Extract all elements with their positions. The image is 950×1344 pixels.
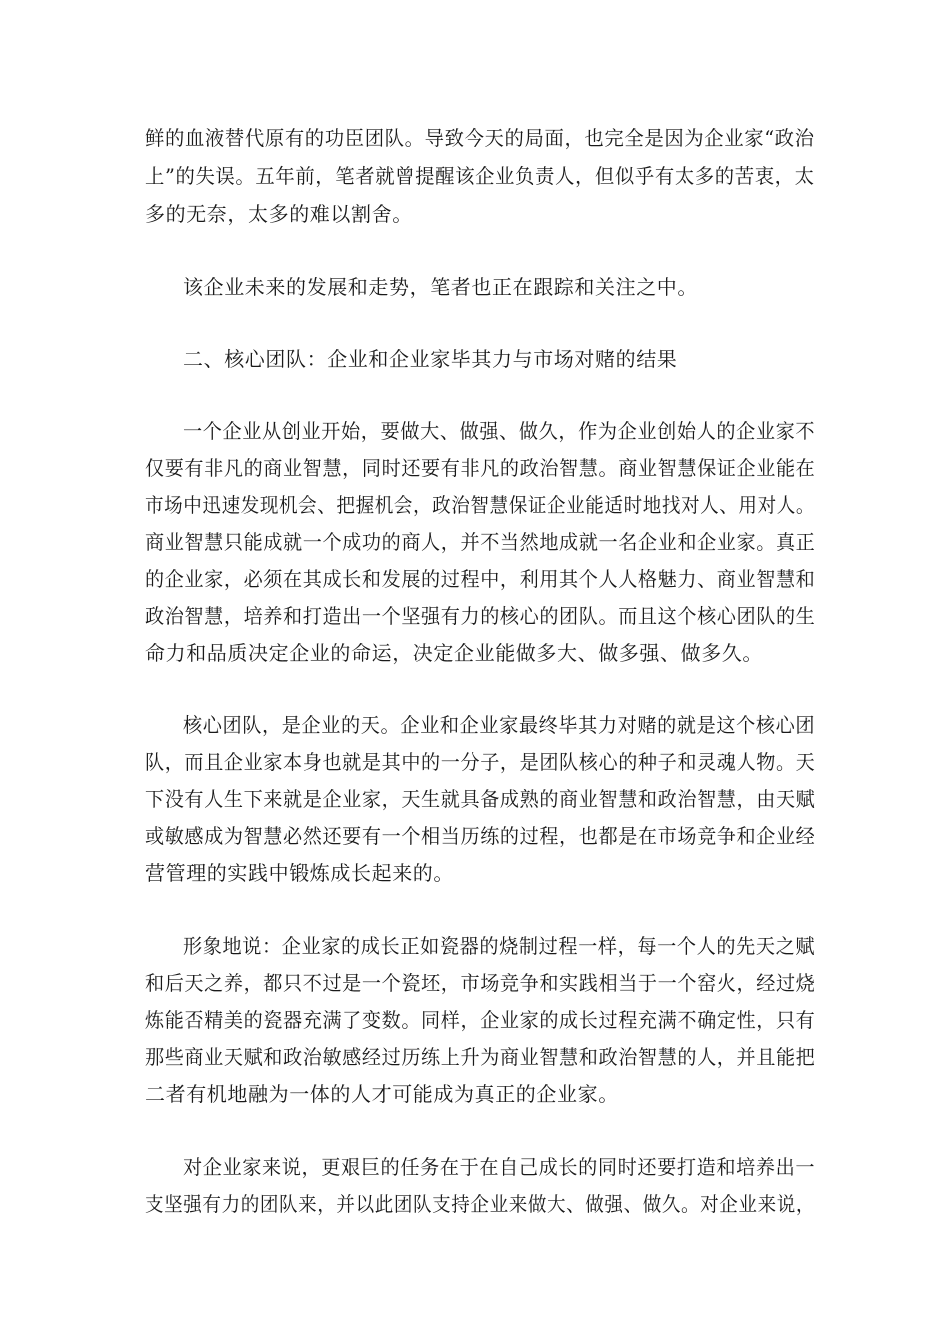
text-line: 上”的失误。五年前，笔者就曾提醒该企业负责人，但似乎有太多的苦衷，太 [145,164,815,188]
text-line: 商业智慧只能成就一个成功的商人，并不当然地成就一名企业和企业家。真正 [145,530,816,554]
text-line: 仅要有非凡的商业智慧，同时还要有非凡的政治智慧。商业智慧保证企业能在 [145,456,816,480]
text-line: 或敏感成为智慧必然还要有一个相当历练的过程，也都是在市场竞争和企业经 [145,824,816,848]
section-heading: 二、核心团队：企业和企业家毕其力与市场对赌的结果 [183,347,678,371]
text-line: 支坚强有力的团队来，并以此团队支持企业来做大、做强、做久。对企业来说， [145,1192,815,1216]
text-line: 一个企业从创业开始，要做大、做强、做久，作为企业创始人的企业家不 [183,419,816,443]
text-line: 该企业未来的发展和走势，笔者也正在跟踪和关注之中。 [183,275,698,299]
text-line: 和后天之养，都只不过是一个瓷坯，市场竞争和实践相当于一个窑火，经过烧 [145,971,816,995]
text-line: 那些商业天赋和政治敏感经过历练上升为商业智慧和政治智慧的人，并且能把 [145,1045,816,1069]
text-line: 对企业家来说，更艰巨的任务在于在自己成长的同时还要打造和培养出一 [183,1155,816,1179]
text-line: 政治智慧，培养和打造出一个坚强有力的核心的团队。而且这个核心团队的生 [145,604,816,628]
text-line: 核心团队，是企业的天。企业和企业家最终毕其力对赌的就是这个核心团 [183,713,816,737]
text-line: 下没有人生下来就是企业家，天生就具备成熟的商业智慧和政治智慧，由天赋 [145,787,816,811]
text-line: 鲜的血液替代原有的功臣团队。导致今天的局面，也完全是因为企业家“政治 [145,126,815,150]
text-line: 队，而且企业家本身也就是其中的一分子，是团队核心的种子和灵魂人物。天 [145,750,816,774]
text-line: 营管理的实践中锻炼成长起来的。 [145,861,454,885]
text-line: 市场中迅速发现机会、把握机会，政治智慧保证企业能适时地找对人、用对人。 [145,493,815,517]
text-line: 二者有机地融为一体的人才可能成为真正的企业家。 [145,1082,619,1106]
text-line: 炼能否精美的瓷器充满了变数。同样，企业家的成长过程充满不确定性，只有 [145,1008,816,1032]
text-line: 的企业家，必须在其成长和发展的过程中，利用其个人人格魅力、商业智慧和 [145,567,816,591]
text-line: 形象地说：企业家的成长正如瓷器的烧制过程一样，每一个人的先天之赋 [183,934,816,958]
text-line: 命力和品质决定企业的命运，决定企业能做多大、做多强、做多久。 [145,641,763,665]
text-line: 多的无奈，太多的难以割舍。 [145,202,413,226]
